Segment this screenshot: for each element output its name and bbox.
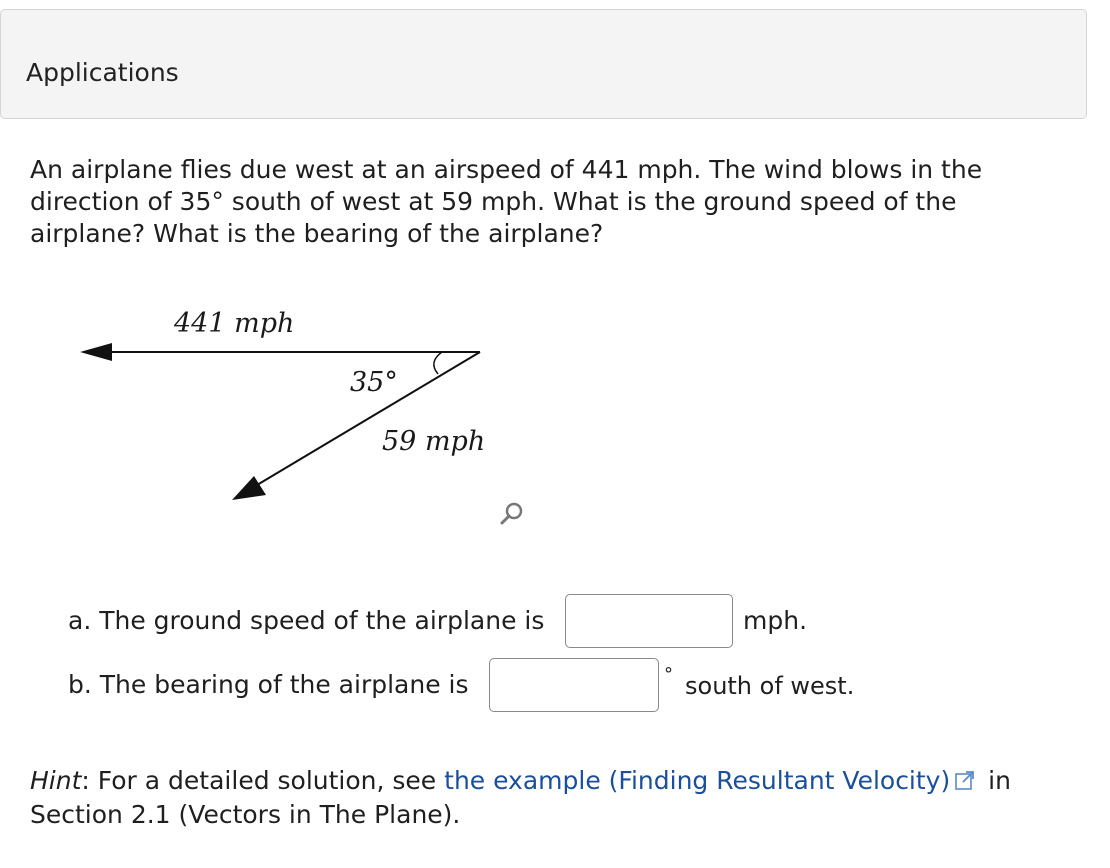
degree-symbol: ° — [664, 664, 673, 685]
bearing-prompt: b. The bearing of the airplane is — [68, 670, 469, 699]
airspeed-label: 441 mph — [174, 308, 295, 339]
section-header — [0, 9, 1087, 119]
ground-speed-input[interactable] — [565, 594, 733, 648]
airspeed-arrowhead — [80, 343, 112, 361]
section-title: Applications — [26, 58, 179, 87]
ground-speed-unit: mph. — [743, 606, 808, 635]
hint-suffix: in Section 2.1 (Vectors in The Plane). — [30, 766, 1011, 829]
external-link-icon[interactable] — [954, 767, 976, 799]
example-link[interactable]: the example (Finding Resultant Velocity) — [444, 766, 951, 795]
bearing-unit: south of west. — [685, 672, 855, 700]
bearing-input[interactable] — [489, 658, 659, 712]
hint-prefix: : For a detailed solution, see — [81, 766, 445, 795]
wind-label: 59 mph — [382, 426, 486, 457]
magnifier-icon[interactable] — [498, 500, 526, 532]
hint-text — [30, 765, 1080, 831]
ground-speed-prompt: a. The ground speed of the airplane is — [68, 606, 545, 635]
wind-arrowhead — [232, 476, 266, 500]
question-text: An airplane flies due west at an airspeed of 441 mph. The wind blows in the direction of 35° south of west at 59 mph. What is the ground speed of the airplane? What is the bearing of the airplane? — [30, 155, 983, 248]
vector-diagram — [70, 300, 500, 514]
angle-arc — [434, 352, 442, 374]
hint-label: Hint — [30, 766, 82, 795]
angle-label: 35° — [350, 367, 398, 398]
